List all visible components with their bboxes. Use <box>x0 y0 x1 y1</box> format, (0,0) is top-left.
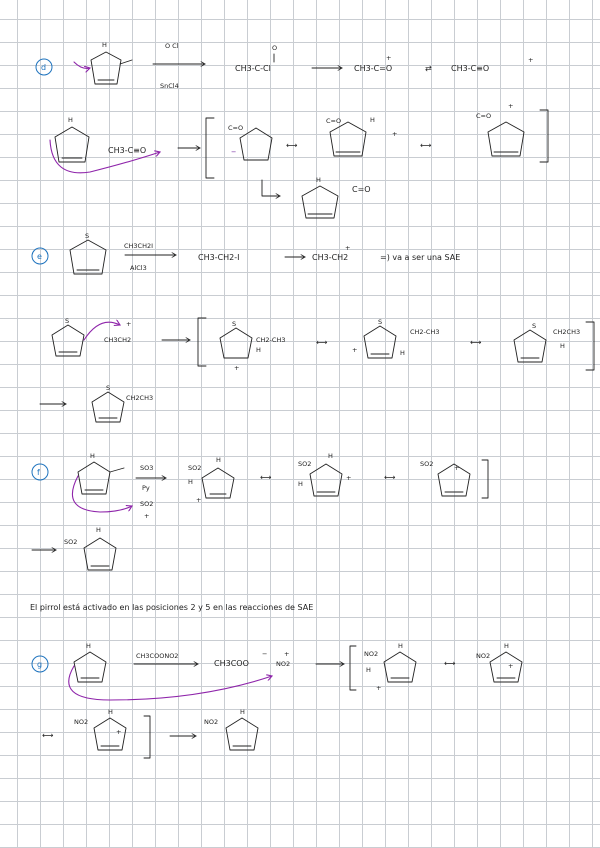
svg-text:SO2: SO2 <box>188 464 202 472</box>
svg-text:+: + <box>345 244 351 252</box>
svg-text:C=O: C=O <box>228 124 244 132</box>
ethyl-carbocation: CH3-CH2 <box>312 253 349 262</box>
svg-text:CH3CH2: CH3CH2 <box>104 336 132 344</box>
svg-text:+: + <box>284 650 290 658</box>
svg-text:C=O: C=O <box>326 117 342 125</box>
svg-text:⟷: ⟷ <box>384 473 396 482</box>
section-e <box>32 232 594 422</box>
acylium-1: CH3-C=O <box>354 64 393 73</box>
reagent-acetyl-nitrate: CH3COONO2 <box>136 652 179 660</box>
svg-text:+: + <box>126 320 132 328</box>
acetate-ion: CH3COO <box>214 659 249 668</box>
svg-text:NO2: NO2 <box>364 650 379 658</box>
svg-text:NO2: NO2 <box>476 652 491 660</box>
sae-comment: =) va a ser una SAE <box>380 253 461 262</box>
svg-text:⟷: ⟷ <box>420 141 432 150</box>
svg-text:+: + <box>392 130 398 138</box>
svg-text:H: H <box>86 642 91 650</box>
thiophene-ring-2 <box>52 317 84 356</box>
nitration-sigma-2 <box>476 642 522 682</box>
svg-text:+: + <box>454 464 460 472</box>
acyl-pyrrole-product <box>302 176 371 218</box>
svg-text:⟷: ⟷ <box>286 141 298 150</box>
svg-text:H: H <box>90 452 95 460</box>
nitration-sigma-3 <box>74 708 126 750</box>
svg-text:CH2-CH3: CH2-CH3 <box>256 336 286 344</box>
svg-text:−: − <box>262 650 268 658</box>
nitropyrrole-product <box>204 708 258 750</box>
svg-text:⟷: ⟷ <box>470 338 482 347</box>
svg-text:H: H <box>370 116 375 124</box>
svg-text:H: H <box>256 346 261 354</box>
acylium-2: CH3-C≡O <box>451 64 490 73</box>
svg-text:CH2CH3: CH2CH3 <box>553 328 581 336</box>
svg-text:⟷: ⟷ <box>316 338 328 347</box>
sulfonated-pyrrole-product <box>64 526 116 570</box>
sulfonation-sigma-1 <box>188 456 234 504</box>
svg-text:⟷: ⟷ <box>260 473 272 482</box>
svg-text:NO2: NO2 <box>74 718 89 726</box>
svg-text:+: + <box>352 346 358 354</box>
reagent-acyl-chloride: O Cl <box>165 42 179 50</box>
attack-arrow-2 <box>50 140 160 173</box>
svg-text:S: S <box>65 317 70 325</box>
svg-text:H: H <box>366 666 371 674</box>
thiophene-ring <box>70 232 106 274</box>
sulfonation-sigma-3 <box>420 460 470 496</box>
ethyl-iodide-formula: CH3-CH2-I <box>198 253 240 262</box>
methylpyrrole-ring <box>78 452 124 494</box>
svg-text:S: S <box>378 318 383 326</box>
section-g <box>32 642 522 758</box>
carbonyl-oxygen: O <box>272 44 278 52</box>
svg-text:H: H <box>216 456 221 464</box>
svg-text:CH2CH3: CH2CH3 <box>126 394 154 402</box>
sigma-complex-2 <box>326 116 397 156</box>
svg-text:SO2: SO2 <box>298 460 312 468</box>
svg-text:SO2: SO2 <box>64 538 78 546</box>
svg-text:H: H <box>504 642 509 650</box>
svg-text:+: + <box>346 474 352 482</box>
svg-text:+: + <box>116 728 122 736</box>
reagent-lewis-acid: AlCl3 <box>130 264 147 272</box>
reagent-ethyl-iodide: CH3CH2I <box>124 242 154 250</box>
svg-text:+: + <box>508 102 514 110</box>
svg-text:CH2-CH3: CH2-CH3 <box>410 328 440 336</box>
svg-text:H: H <box>188 478 193 486</box>
ethylthiophene-product <box>92 384 153 422</box>
section-d <box>36 41 548 218</box>
svg-text:e: e <box>37 252 42 261</box>
svg-text:H: H <box>240 708 245 716</box>
reagent-catalyst: SnCl4 <box>160 82 179 90</box>
svg-text:g: g <box>37 660 43 669</box>
attack-arrow <box>74 62 90 68</box>
reagent-so3: SO3 <box>140 464 154 472</box>
svg-text:+: + <box>144 512 150 520</box>
thiophene-sigma-1 <box>220 320 285 372</box>
svg-text:+: + <box>508 662 514 670</box>
acylium-1-charge: + <box>386 54 392 62</box>
electrophile-acylium: CH3-C≡O <box>108 146 147 155</box>
acylium-2-charge: + <box>528 56 534 64</box>
pyrrole-ring-2 <box>55 116 89 162</box>
svg-text:H: H <box>68 116 73 124</box>
svg-text:H: H <box>96 526 101 534</box>
section-f-marker <box>32 464 48 480</box>
pyrrole-ring <box>91 41 132 84</box>
bracket-left <box>206 118 214 178</box>
svg-text:H: H <box>316 176 321 184</box>
svg-text:H: H <box>400 349 405 357</box>
nitronium-ion: NO2 <box>276 660 291 668</box>
svg-text:f: f <box>37 468 40 477</box>
svg-text:C=O: C=O <box>352 185 371 194</box>
pyrrole-h: H <box>102 41 107 49</box>
sulfonation-sigma-2 <box>298 452 351 496</box>
acyl-chloride-formula: CH3-C-Cl <box>235 64 271 73</box>
svg-text:C=O: C=O <box>476 112 492 120</box>
svg-text:⟷: ⟷ <box>42 731 54 740</box>
reagent-pyridine: Py <box>142 484 150 492</box>
svg-text:H: H <box>298 480 303 488</box>
svg-text:SO2: SO2 <box>420 460 434 468</box>
electrophile-so2: SO2 <box>140 500 154 508</box>
svg-text:H: H <box>108 708 113 716</box>
svg-text:S: S <box>232 320 237 328</box>
svg-text:NO2: NO2 <box>204 718 219 726</box>
svg-text:+: + <box>196 496 202 504</box>
svg-text:S: S <box>532 322 537 330</box>
bracket-right <box>540 110 548 162</box>
sigma-complex-1 <box>228 124 272 160</box>
section-f <box>32 452 488 570</box>
methylpyrrole-ring-g <box>74 642 106 682</box>
svg-text:⟷: ⟷ <box>444 659 456 668</box>
svg-text:H: H <box>328 452 333 460</box>
svg-text:+: + <box>234 364 240 372</box>
svg-text:S: S <box>106 384 111 392</box>
resonance-equilibrium: ⇄ <box>425 64 432 73</box>
thiophene-sigma-3 <box>514 322 580 362</box>
svg-text:+: + <box>376 684 382 692</box>
nitration-sigma-1 <box>364 642 416 692</box>
thiophene-sigma-2 <box>352 318 439 358</box>
svg-text:S: S <box>85 232 90 240</box>
svg-text:H: H <box>560 342 565 350</box>
sigma-complex-3 <box>476 102 524 156</box>
pyrrole-activation-note: El pirrol está activado en las posiciones 2 y 5 en las reacciones de SAE <box>30 603 314 612</box>
section-d-letter: d <box>41 63 47 72</box>
svg-text:H: H <box>398 642 403 650</box>
svg-text:−: − <box>231 148 237 156</box>
